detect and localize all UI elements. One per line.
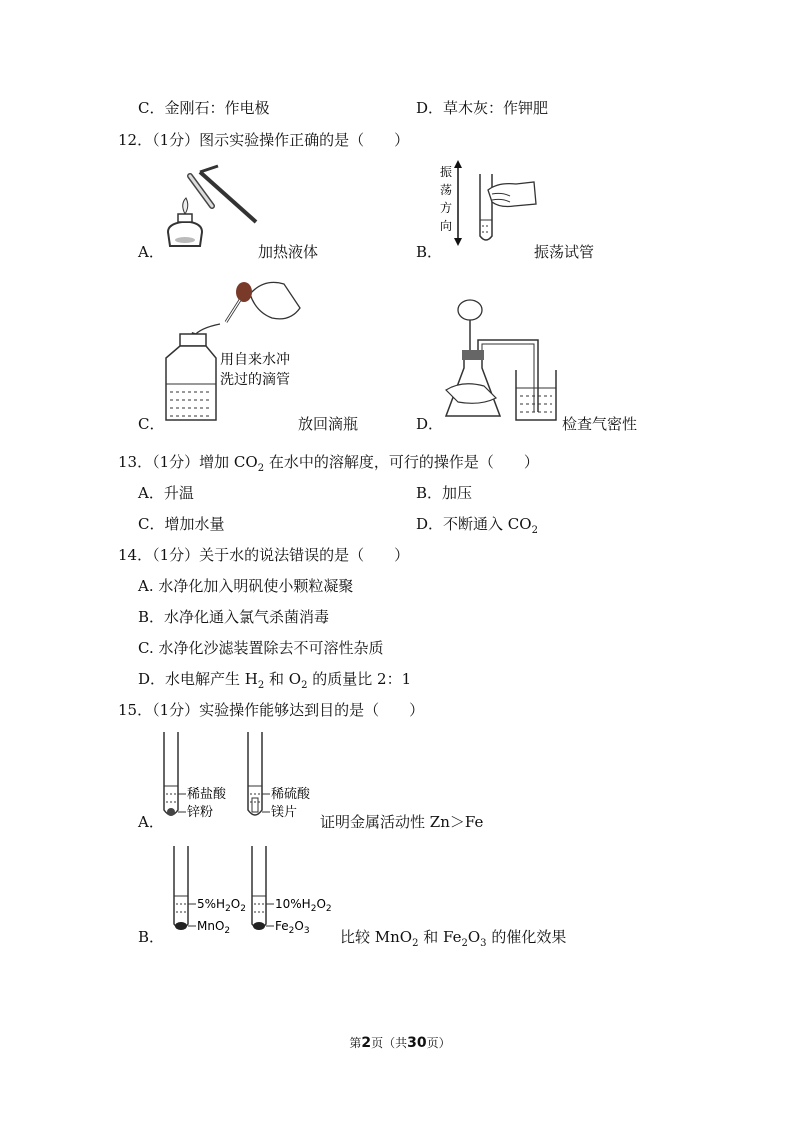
- q12-c-caption: 放回滴瓶: [298, 415, 359, 433]
- q11-option-d: D．草木灰：作钾肥: [416, 99, 549, 117]
- q14-stem: 14．（1分）关于水的说法错误的是（ ）: [118, 546, 410, 564]
- label-mno2: MnO$_2$: [197, 919, 231, 936]
- q15-a-caption: 证明金属活动性 Zn＞Fe: [320, 813, 484, 831]
- label-10pct-h2o2: $10\%H_2O_2$: [275, 897, 332, 914]
- label-fe2o3: $Fe_2O_3$: [275, 919, 310, 936]
- q14-option-b: B．水净化通入氯气杀菌消毒: [138, 608, 330, 626]
- metal-activity-figure: [158, 728, 338, 824]
- c-fig-label-1: 用自来水冲: [220, 352, 290, 368]
- q12-a-caption: 加热液体: [258, 243, 319, 261]
- heating-liquid-figure: [160, 158, 270, 258]
- label-dilute-h2so4: 稀硫酸: [271, 787, 311, 802]
- shaking-test-tube-figure: [438, 160, 538, 246]
- q14-option-c: C. 水净化沙滤装置除去不可溶性杂质: [138, 639, 384, 657]
- q14-option-a: A. 水净化加入明矾使小颗粒凝聚: [138, 577, 354, 595]
- page-number: 2: [361, 1035, 372, 1051]
- q13-option-a: A．升温: [138, 484, 194, 502]
- q13-stem: 13．（1分）增加 $CO_2$ 在水中的溶解度，可行的操作是（ ）: [118, 453, 539, 474]
- page-total: 30: [407, 1035, 427, 1051]
- q15-a-letter: A．: [138, 813, 164, 831]
- q12-b-letter: B．: [416, 243, 443, 261]
- q12-c-letter: C．: [138, 415, 165, 433]
- q15-stem: 15．（1分）实验操作能够达到目的是（ ）: [118, 701, 425, 719]
- q11-option-c: C．金刚石：作电极: [138, 99, 270, 117]
- q13-option-b: B．加压: [416, 484, 473, 502]
- label-magnesium-strip: 镁片: [271, 805, 298, 820]
- catalyst-compare-figure: [168, 842, 338, 938]
- dropper-bottle-figure: [160, 272, 310, 424]
- q15-b-letter: B．: [138, 928, 165, 946]
- q12-stem: 12．（1分）图示实验操作正确的是（ ）: [118, 131, 410, 149]
- page-footer: 第2页（共30页）: [349, 1035, 451, 1051]
- b-fig-char-2: 荡: [440, 183, 453, 197]
- label-dilute-hcl: 稀盐酸: [187, 787, 227, 802]
- q14-option-d: D．水电解产生 $H_2$ 和 $O_2$ 的质量比 2：1: [138, 670, 412, 691]
- b-fig-char-1: 振: [440, 165, 453, 179]
- b-fig-char-4: 向: [440, 219, 453, 233]
- q12-d-caption: 检查气密性: [562, 415, 638, 433]
- airtightness-figure: [440, 298, 560, 426]
- q12-d-letter: D．: [416, 415, 444, 433]
- q12-b-caption: 振荡试管: [534, 243, 595, 261]
- c-fig-label-2: 洗过的滴管: [220, 372, 290, 388]
- q13-option-d: D．不断通入 $CO_2$: [416, 515, 538, 536]
- label-zinc-powder: 锌粉: [187, 805, 214, 820]
- q13-option-c: C．增加水量: [138, 515, 225, 533]
- q12-a-letter: A．: [138, 243, 164, 261]
- label-5pct-h2o2: $5\%H_2O_2$: [197, 897, 246, 914]
- q15-b-caption: 比较 MnO$_2$ 和 $Fe_2O_3$ 的催化效果: [340, 928, 567, 949]
- b-fig-char-3: 方: [440, 201, 453, 215]
